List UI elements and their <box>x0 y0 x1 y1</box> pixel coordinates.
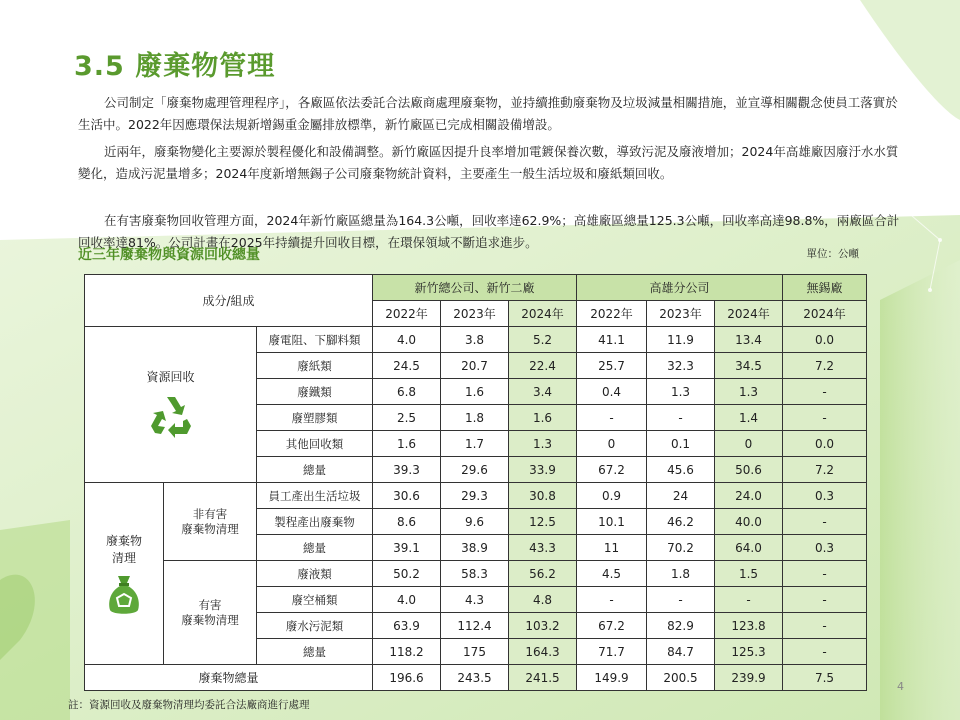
row-label: 廢塑膠類 <box>257 405 373 431</box>
row-label: 廢電阻、下腳料類 <box>257 327 373 353</box>
cell-value: - <box>715 587 783 613</box>
row-label: 廢液類 <box>257 561 373 587</box>
cell-value: 2.5 <box>373 405 441 431</box>
cell-value: 30.8 <box>509 483 577 509</box>
header-group-hsinchu: 新竹總公司、新竹二廠 <box>373 275 577 301</box>
header-row-groups <box>85 275 867 301</box>
cell-value: 71.7 <box>577 639 647 665</box>
cell-value: 24.0 <box>715 483 783 509</box>
cell-value: 5.2 <box>509 327 577 353</box>
cell-value: 12.5 <box>509 509 577 535</box>
cell-value: 3.8 <box>441 327 509 353</box>
cell-value: 41.1 <box>577 327 647 353</box>
cell-value: - <box>783 639 867 665</box>
cell-value: 0.4 <box>577 379 647 405</box>
cell-value: - <box>783 509 867 535</box>
header-year: 2022年 <box>577 301 647 327</box>
cell-value: 164.3 <box>509 639 577 665</box>
cell-value: 58.3 <box>441 561 509 587</box>
table-row <box>85 327 867 353</box>
header-year: 2023年 <box>647 301 715 327</box>
cell-value: - <box>577 587 647 613</box>
table-title: 近三年廢棄物與資源回收總量 <box>78 247 260 263</box>
cell-value: 4.8 <box>509 587 577 613</box>
cell-value: 0.3 <box>783 535 867 561</box>
paragraph-3: 在有害廢棄物回收管理方面，2024年新竹廠區總量為164.3公噸，回收率達62.9%；高雄廠區總量125.3公噸，回收率高達98.8%，兩廠區合計回收率達81%。公司計畫在2025年持續提升回收目標，在環保領域不斷追求進步。 <box>78 213 900 250</box>
cell-value: 103.2 <box>509 613 577 639</box>
row-label: 廢棄物總量 <box>85 665 373 691</box>
header-composition: 成分/組成 <box>85 275 373 327</box>
cell-value: 84.7 <box>647 639 715 665</box>
header-year: 2024年 <box>715 301 783 327</box>
cell-value: - <box>783 405 867 431</box>
row-label: 廢空桶類 <box>257 587 373 613</box>
cell-value: 196.6 <box>373 665 441 691</box>
cell-value: 34.5 <box>715 353 783 379</box>
cell-value: 0 <box>577 431 647 457</box>
cell-value: 7.2 <box>783 353 867 379</box>
cell-value: - <box>647 587 715 613</box>
cell-value: 10.1 <box>577 509 647 535</box>
recycle-icon <box>147 393 195 441</box>
hazardous-label: 有害 廢棄物清理 <box>164 561 257 665</box>
grand-total-row <box>85 665 867 691</box>
cell-value: 1.3 <box>509 431 577 457</box>
cell-value: 4.5 <box>577 561 647 587</box>
cell-value: 4.3 <box>441 587 509 613</box>
row-label: 總量 <box>257 457 373 483</box>
cell-value: 7.2 <box>783 457 867 483</box>
cell-value: 39.1 <box>373 535 441 561</box>
cell-value: 82.9 <box>647 613 715 639</box>
cell-value: 1.6 <box>441 379 509 405</box>
cell-value: 45.6 <box>647 457 715 483</box>
page-number: 4 <box>897 680 904 693</box>
cell-value: 243.5 <box>441 665 509 691</box>
waste-table <box>84 274 867 691</box>
cell-value: 50.6 <box>715 457 783 483</box>
table-row <box>85 483 867 509</box>
cell-value: 25.7 <box>577 353 647 379</box>
cell-value: - <box>783 587 867 613</box>
page-title: 3.5 廢棄物管理 <box>74 51 276 82</box>
cell-value: - <box>783 613 867 639</box>
cell-value: 24.5 <box>373 353 441 379</box>
cell-value: 3.4 <box>509 379 577 405</box>
disposal-section-label: 廢棄物 清理 <box>85 483 164 665</box>
cell-value: 1.3 <box>647 379 715 405</box>
footnote: 註：資源回收及廢棄物清理均委託合法廠商進行處理 <box>68 699 310 711</box>
cell-value: 11 <box>577 535 647 561</box>
row-label: 總量 <box>257 639 373 665</box>
cell-value: 1.7 <box>441 431 509 457</box>
cell-value: 29.3 <box>441 483 509 509</box>
cell-value: 30.6 <box>373 483 441 509</box>
cell-value: 70.2 <box>647 535 715 561</box>
cell-value: 4.0 <box>373 587 441 613</box>
cell-value: 13.4 <box>715 327 783 353</box>
cell-value: 50.2 <box>373 561 441 587</box>
cell-value: - <box>577 405 647 431</box>
cell-value: 7.5 <box>783 665 867 691</box>
cell-value: 0.1 <box>647 431 715 457</box>
cell-value: 123.8 <box>715 613 783 639</box>
cell-value: 118.2 <box>373 639 441 665</box>
cell-value: 63.9 <box>373 613 441 639</box>
cell-value: 4.0 <box>373 327 441 353</box>
cell-value: 1.3 <box>715 379 783 405</box>
cell-value: 112.4 <box>441 613 509 639</box>
header-year: 2023年 <box>441 301 509 327</box>
cell-value: 39.3 <box>373 457 441 483</box>
row-label: 廢紙類 <box>257 353 373 379</box>
cell-value: - <box>647 405 715 431</box>
cell-value: - <box>783 379 867 405</box>
row-label: 總量 <box>257 535 373 561</box>
cell-value: - <box>783 561 867 587</box>
cell-value: 67.2 <box>577 613 647 639</box>
cell-value: 241.5 <box>509 665 577 691</box>
header-year: 2024年 <box>783 301 867 327</box>
cell-value: 8.6 <box>373 509 441 535</box>
row-label: 廢水污泥類 <box>257 613 373 639</box>
header-year: 2022年 <box>373 301 441 327</box>
cell-value: 239.9 <box>715 665 783 691</box>
row-label: 員工產出生活垃圾 <box>257 483 373 509</box>
cell-value: 175 <box>441 639 509 665</box>
cell-value: 1.8 <box>647 561 715 587</box>
row-label: 製程產出廢棄物 <box>257 509 373 535</box>
waste-bag-icon <box>107 574 141 616</box>
cell-value: 33.9 <box>509 457 577 483</box>
row-label: 其他回收類 <box>257 431 373 457</box>
cell-value: 0 <box>715 431 783 457</box>
resource-section-label: 資源回收 <box>85 327 257 483</box>
cell-value: 32.3 <box>647 353 715 379</box>
header-year: 2024年 <box>509 301 577 327</box>
cell-value: 1.6 <box>373 431 441 457</box>
cell-value: 46.2 <box>647 509 715 535</box>
cell-value: 0.9 <box>577 483 647 509</box>
nonhazardous-label: 非有害 廢棄物清理 <box>164 483 257 561</box>
cell-value: 1.5 <box>715 561 783 587</box>
table-row <box>85 561 867 587</box>
header-group-wuxi: 無錫廠 <box>783 275 867 301</box>
cell-value: 22.4 <box>509 353 577 379</box>
cell-value: 0.0 <box>783 327 867 353</box>
cell-value: 1.4 <box>715 405 783 431</box>
header-group-kaohsiung: 高雄分公司 <box>577 275 783 301</box>
cell-value: 24 <box>647 483 715 509</box>
cell-value: 67.2 <box>577 457 647 483</box>
cell-value: 125.3 <box>715 639 783 665</box>
paragraph-1: 公司制定「廢棄物處理管理程序」，各廠區依法委託合法廠商處理廢棄物，並持續推動廢棄物及垃圾減量相關措施，並宣導相關觀念使員工落實於生活中。2022年因應環保法規新增錫重金屬排放標準，新竹廠區已完成相關設備增設。 <box>78 95 898 132</box>
cell-value: 64.0 <box>715 535 783 561</box>
cell-value: 9.6 <box>441 509 509 535</box>
cell-value: 11.9 <box>647 327 715 353</box>
cell-value: 6.8 <box>373 379 441 405</box>
cell-value: 200.5 <box>647 665 715 691</box>
cell-value: 1.6 <box>509 405 577 431</box>
paragraph-2: 近兩年，廢棄物變化主要源於製程優化和設備調整。新竹廠區因提升良率增加電鍍保養次數，導致污泥及廢液增加；2024年高雄廠因廢汙水水質變化，造成污泥量增多；2024年度新增無錫子公司廢棄物統計資料，主要產生一般生活垃圾和廢紙類回收。 <box>78 144 899 181</box>
cell-value: 38.9 <box>441 535 509 561</box>
row-label: 廢鐵類 <box>257 379 373 405</box>
cell-value: 149.9 <box>577 665 647 691</box>
cell-value: 29.6 <box>441 457 509 483</box>
cell-value: 0.3 <box>783 483 867 509</box>
cell-value: 20.7 <box>441 353 509 379</box>
cell-value: 56.2 <box>509 561 577 587</box>
unit-label: 單位：公噸 <box>806 248 859 260</box>
cell-value: 1.8 <box>441 405 509 431</box>
cell-value: 43.3 <box>509 535 577 561</box>
cell-value: 40.0 <box>715 509 783 535</box>
cell-value: 0.0 <box>783 431 867 457</box>
